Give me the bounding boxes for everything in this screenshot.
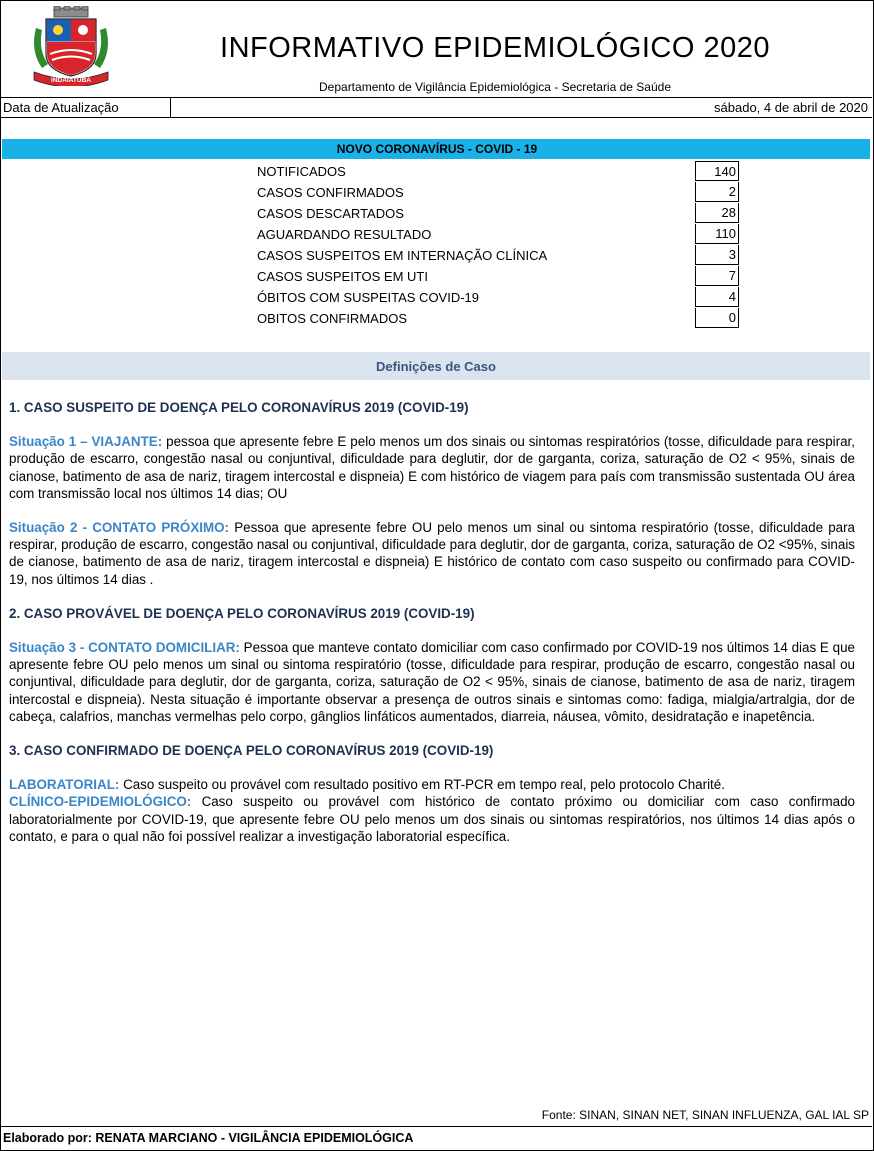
stat-label: CASOS DESCARTADOS — [257, 206, 404, 221]
definition-text: Pessoa que manteve contato domiciliar com caso confirmado por COVID-19 nos últimos 14 dias E que apresente febre OU pelo menos um sinal ou sintoma respiratório (tosse, dificuldade para respirar, produção de escarro, congestão nasal ou conjuntival, dificuldade para deglutir, dor de garganta, coriza, saturação de O2 < 95%, sinais de cianose, batimento de asa de nariz, tiragem intercostal e dispneia). Nesta situação é importante observar a presença de outros sinais e sintomas como: fadiga, mialgia/artralgia, dor de cabeça, calafrios, manchas vermelhas pelo corpo, gânglios linfáticos aumentados, diarreia, náusea, vômito, desidratação e inapetência. — [9, 640, 855, 724]
stat-row-confirmed — [255, 182, 741, 203]
stat-row-confirmed-deaths — [255, 308, 741, 329]
definition-paragraph — [9, 776, 855, 793]
stat-row-discarded — [255, 203, 741, 224]
stat-value: 140 — [695, 161, 739, 181]
definition-paragraph — [9, 793, 855, 845]
definition-label: LABORATORIAL: — [9, 777, 120, 793]
definition-text: pessoa que apresente febre E pelo menos um dos sinais ou sintomas respiratórios (tosse, dificuldade para respirar, produção de escarro, congestão nasal ou conjuntival, dificuldade para deglutir, dor de garganta, coriza, saturação de O2 < 95%, sinais de cianose, batimento de asa de nariz, tiragem intercostal e dispneia) E com histórico de viagem para país com transmissão sustentada OU área com transmissão local nos últimos 14 dias; OU — [9, 434, 855, 501]
stat-label: CASOS SUSPEITOS EM INTERNAÇÃO CLÍNICA — [257, 248, 548, 263]
city-crest-icon — [28, 6, 114, 86]
definition-label: Situação 2 - CONTATO PRÓXIMO: — [9, 520, 230, 536]
stat-value: 28 — [695, 203, 739, 223]
definition-text: Pessoa que apresente febre OU pelo menos um sinal ou sintoma respiratório (tosse, dificuldade para respirar, produção de escarro, congestão nasal ou conjuntival, dificuldade para deglutir, dor de garganta, coriza, saturação de O2 <95%, sinais de cianose, batimento de asa de nariz, tiragem intercostal e dispneia) E histórico de contato com caso suspeito ou confirmado para COVID-19, nos últimos 14 dias . — [9, 520, 855, 587]
stat-label: CASOS SUSPEITOS EM UTI — [257, 269, 428, 284]
section-heading: 2. CASO PROVÁVEL DE DOENÇA PELO CORONAVÍRUS 2019 (COVID-19) — [9, 605, 475, 621]
stat-label: NOTIFICADOS — [257, 164, 346, 179]
stat-value: 110 — [695, 224, 739, 244]
svg-text:INDAIATUBA: INDAIATUBA — [51, 77, 91, 84]
page-subtitle: Departamento de Vigilância Epidemiológica - Secretaria de Saúde — [319, 80, 671, 94]
stat-value: 2 — [695, 182, 739, 202]
update-date-divider — [170, 98, 171, 117]
definition-label: Situação 1 – VIAJANTE: — [9, 434, 163, 450]
definitions-title: Definições de Caso — [376, 359, 496, 374]
section-heading: 3. CASO CONFIRMADO DE DOENÇA PELO CORONAVÍRUS 2019 (COVID-19) — [9, 743, 494, 759]
definition-text: Caso suspeito ou provável com resultado positivo em RT-PCR em tempo real, pelo protocolo Charité. — [119, 777, 725, 793]
stat-value: 4 — [695, 287, 739, 307]
stat-label: CASOS CONFIRMADOS — [257, 185, 404, 200]
stat-label: OBITOS CONFIRMADOS — [257, 311, 407, 326]
section-heading: 1. CASO SUSPEITO DE DOENÇA PELO CORONAVÍRUS 2019 (COVID-19) — [9, 400, 469, 415]
definition-paragraph — [9, 639, 855, 725]
stat-row-awaiting — [255, 224, 741, 245]
update-date-row — [0, 97, 872, 118]
stat-label: AGUARDANDO RESULTADO — [257, 227, 432, 242]
stat-row-suspected-deaths — [255, 287, 741, 308]
footer — [0, 1126, 872, 1150]
definition-text: Caso suspeito ou provável com histórico de contato próximo ou domiciliar com caso confirmado laboratorialmente por COVID-19, que apresente febre OU pelo menos um dos sinais ou sintomas respiratórios, nos últimos 14 dias após o contato, e para o qual não foi possível realizar a investigação laboratorial específica. — [9, 794, 855, 844]
stat-row-hospitalized — [255, 245, 741, 266]
source-note: Fonte: SINAN, SINAN NET, SINAN INFLUENZA, GAL IAL SP — [541, 1108, 869, 1122]
definition-label: CLÍNICO-EPIDEMIOLÓGICO: — [9, 794, 192, 810]
stat-value: 3 — [695, 245, 739, 265]
covid-header-title — [2, 142, 870, 156]
definitions-header-band — [2, 352, 870, 380]
page-title: INFORMATIVO EPIDEMIOLÓGICO 2020 — [220, 32, 770, 64]
covid-header-text: NOVO CORONAVÍRUS - COVID - 19 — [336, 142, 538, 156]
covid-stats-table — [255, 161, 741, 329]
update-date-value: sábado, 4 de abril de 2020 — [714, 100, 868, 115]
definitions-body — [9, 392, 855, 862]
stat-label: ÓBITOS COM SUSPEITAS COVID-19 — [257, 290, 480, 305]
definition-label: Situação 3 - CONTATO DOMICILIAR: — [9, 640, 240, 656]
definition-paragraph — [9, 433, 855, 502]
footer-author: Elaborado por: RENATA MARCIANO - VIGILÂNCIA EPIDEMIOLÓGICA — [3, 1131, 414, 1145]
update-date-label: Data de Atualização — [3, 100, 119, 115]
covid-header-band — [2, 139, 870, 159]
stat-row-notified — [255, 161, 741, 182]
stat-value: 7 — [695, 266, 739, 286]
stat-row-icu — [255, 266, 741, 287]
stat-value: 0 — [695, 308, 739, 328]
definition-paragraph — [9, 519, 855, 588]
